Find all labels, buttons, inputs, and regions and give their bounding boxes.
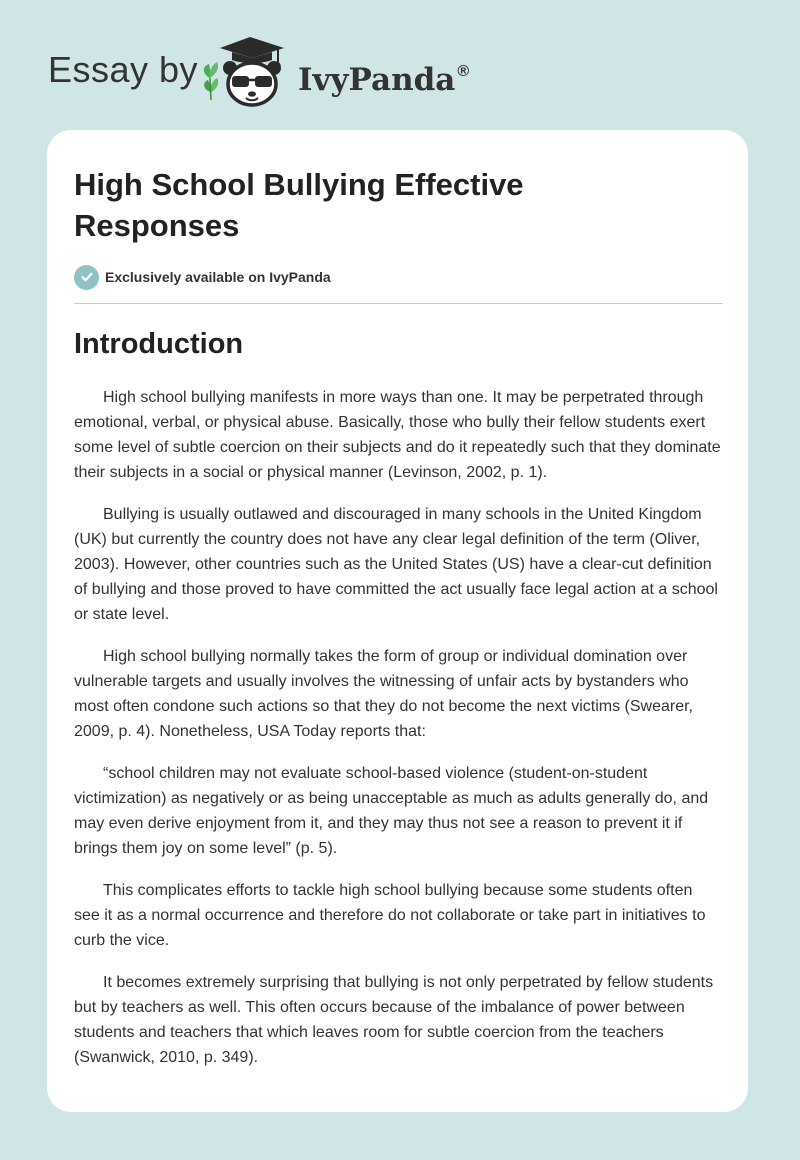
exclusive-badge <box>74 264 331 290</box>
exclusive-badge-label: Exclusively available on IvyPanda <box>105 269 331 285</box>
section-heading: Introduction <box>74 328 244 360</box>
paragraph: Bullying is usually outlawed and discouraged in many schools in the United Kingdom (UK) but currently the country does not have any clear legal definition of the term (Oliver, 2003). However, other countries such as the United States (US) have a clear-cut definition of bullying and those proved to have committed the act usually face legal action at a school or state level. <box>74 506 718 623</box>
checkmark-circle-icon <box>74 265 99 290</box>
essay-title: High School Bullying Effective Responses <box>74 167 524 243</box>
paragraph: This complicates efforts to tackle high school bullying because some students often see it as a normal occurrence and therefore do not collaborate or take part in initiatives to curb the vice. <box>74 882 706 949</box>
paragraph: It becomes extremely surprising that bullying is not only perpetrated by fellow students but by teachers as well. This often occurs because of the imbalance of power between students and teachers that which leaves room for subtle coercion from the teachers (Swanwick, 2010, p. 349). <box>74 974 714 1066</box>
ivy-leaf-icon <box>204 62 218 100</box>
paragraph: High school bullying manifests in more ways than one. It may be perpetrated through emotional, verbal, or physical abuse. Basically, those who bully their fellow students exert some level of subtle coercion on their subjects and do it repeatedly such that they dominate their subjects in a social or physical manner (Levinson, 2002, p. 1). <box>74 389 721 481</box>
quote-paragraph: “school children may not evaluate school-based violence (student-on-student victimization) as negatively or as being unacceptable as much as adults generally do, and may even derive enjoyment from it, and they may thus not see a reason to prevent it if brings them joy on some level” (p. 5). <box>74 765 709 857</box>
brand-wordmark: IvyPanda <box>298 62 456 98</box>
essay-body <box>74 385 722 1087</box>
trademark-symbol: ® <box>457 63 470 80</box>
panda-logo-icon[interactable] <box>196 34 292 110</box>
panda-head-icon <box>223 61 281 105</box>
essay-by-label: Essay by <box>48 49 199 90</box>
brand-name[interactable] <box>298 52 469 100</box>
site-header <box>0 0 800 128</box>
paragraph: High school bullying normally takes the form of group or individual domination over vulnerable targets and usually involves the witnessing of unfair acts by bystanders who most often condone such actions so that they do not become the next victims (Swearer, 2009, p. 4). Nonetheless, USA Today reports that: <box>74 648 693 740</box>
title-divider <box>74 303 723 304</box>
essay-card <box>47 130 748 1112</box>
